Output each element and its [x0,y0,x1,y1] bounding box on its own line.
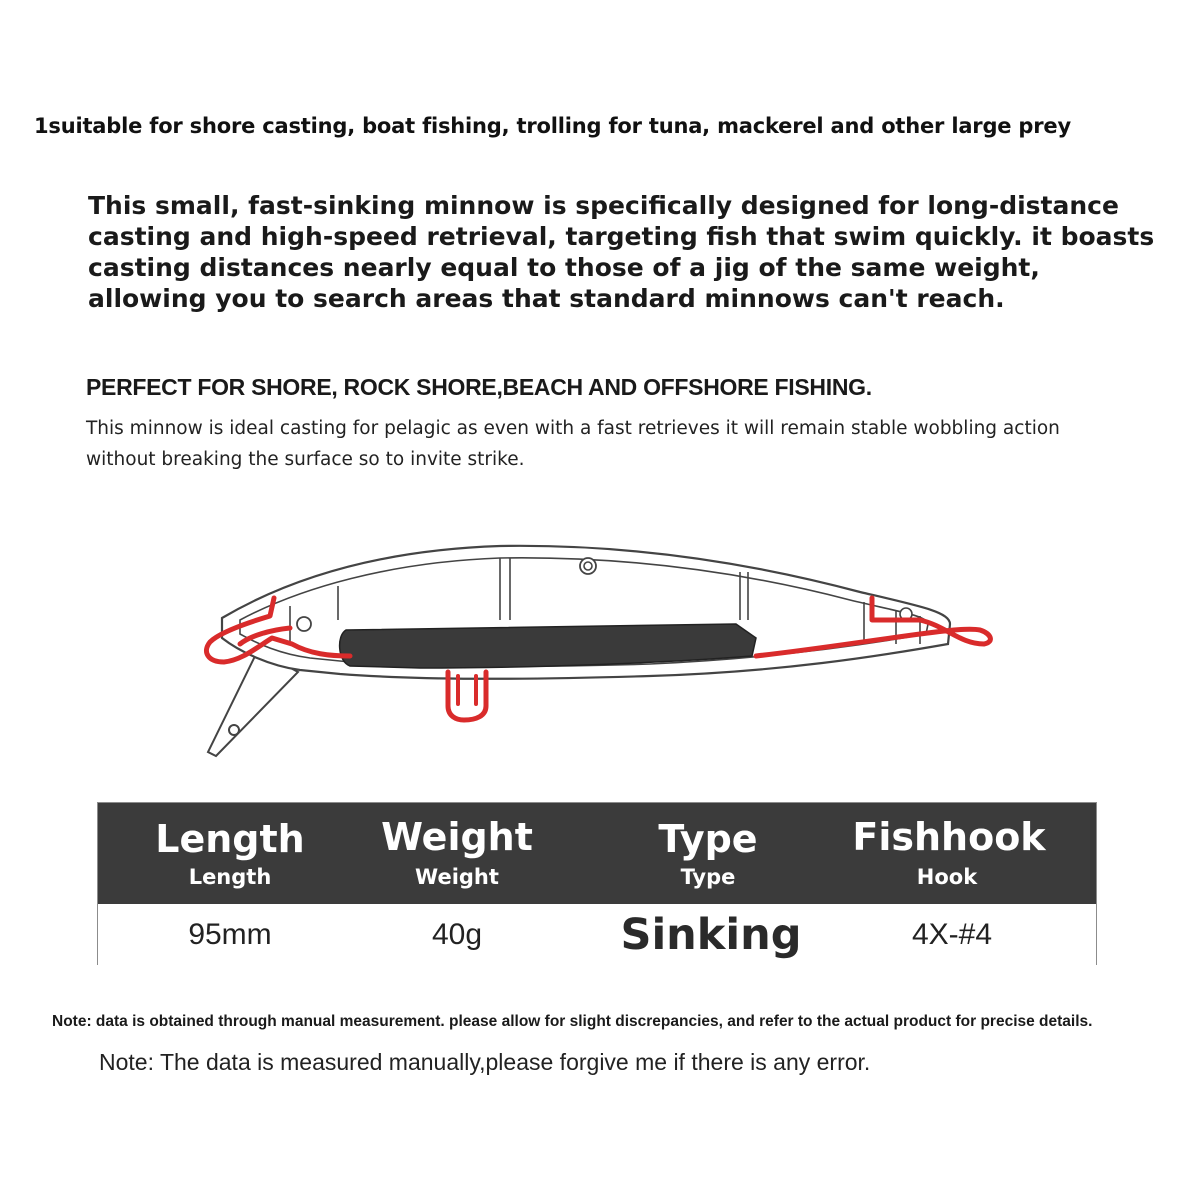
section-body-line: without breaking the surface so to invite strike. [86,449,525,470]
value-weight: 40g [431,918,483,951]
header-fishhook-sub: Hook [916,865,978,889]
screw-hole [584,562,592,570]
headline: 1suitable for shore casting, boat fishing, trolling for tuna, mackerel and other large prey [34,114,1071,138]
value-fishhook: 4X-#4 [911,918,993,951]
header-type-sub: Type [680,865,736,889]
header-weight: Weight [381,815,533,859]
lure-diagram [180,520,1020,780]
value-length: 95mm [188,918,272,951]
section-body [86,413,1166,475]
lip-hole [229,725,239,735]
spec-table-values [98,904,1096,965]
note-error: Note: The data is measured manually,please forgive me if there is any error. [99,1049,871,1075]
spec-table [97,802,1097,965]
header-weight-sub: Weight [415,865,499,889]
section-title: PERFECT FOR SHORE, ROCK SHORE,BEACH AND OFFSHORE FISHING. [86,374,872,400]
header-length: Length [155,817,305,861]
intro-paragraph [88,190,1155,314]
intro-line: allowing you to search areas that standard minnows can't reach. [88,284,1005,313]
intro-line: casting and high-speed retrieval, targeting fish that swim quickly. it boasts [88,222,1155,251]
header-type: Type [658,817,758,861]
intro-line: This small, fast-sinking minnow is specifically designed for long-distance [88,191,1119,220]
note-measurement: Note: data is obtained through manual measurement. please allow for slight discrepancies, and refer to the actual product for precise details. [52,1013,1093,1030]
section-body-line: This minnow is ideal casting for pelagic as even with a fast retrieves it will remain stable wobbling action [86,418,1060,439]
value-type: Sinking [620,910,802,960]
spec-table-header [98,803,1096,904]
intro-line: casting distances nearly equal to those of a jig of the same weight, [88,253,1040,282]
header-fishhook: Fishhook [852,815,1046,859]
screw-hole [297,617,311,631]
header-length-sub: Length [188,865,272,889]
